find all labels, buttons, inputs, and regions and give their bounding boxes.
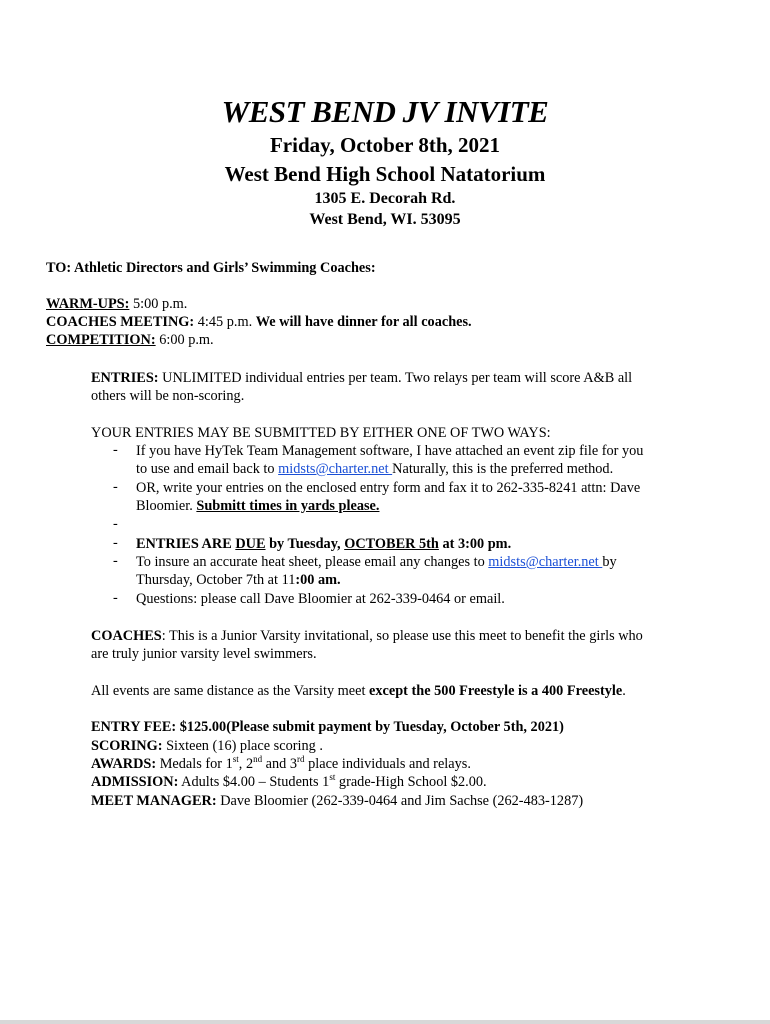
bullet-hytek-text: to use and email back to	[136, 461, 279, 477]
competition-time: 6:00 p.m.	[155, 332, 214, 348]
bullet-questions: Questions: please call Dave Bloomier at 262-339-0464 or email.	[136, 591, 505, 607]
bullet-fax-line-1: OR, write your entries on the enclosed entry form and fax it to 262-335-8241 attn: Dave	[136, 480, 641, 496]
heat-sheet-by: by	[602, 554, 617, 570]
entries-text: UNLIMITED individual entries per team. Two relays per team will score A&B all	[158, 370, 633, 386]
awards-text: , 2	[238, 756, 254, 772]
ordinal: nd	[253, 754, 263, 765]
submit-heading: YOUR ENTRIES MAY BE SUBMITTED BY EITHER ONE OF TWO WAYS:	[91, 425, 551, 441]
bullet-hytek-line-1: If you have HyTek Team Management software, I have attached an event zip file for you	[136, 443, 644, 459]
coaches-meeting-line	[46, 313, 472, 331]
coaches-note-line-1	[91, 627, 643, 645]
entry-fee-line: ENTRY FEE: $125.00(Please submit payment by Tuesday, October 5th, 2021)	[91, 719, 564, 735]
scoring-label: SCORING:	[91, 738, 163, 754]
awards-text: and 3	[262, 756, 298, 772]
admission-line	[91, 773, 487, 791]
entries-label: ENTRIES:	[91, 370, 159, 386]
events-text: All events are same distance as the Varsity meet	[91, 683, 370, 699]
email-link[interactable]: midsts@charter.net	[278, 461, 393, 477]
address-street: 1305 E. Decorah Rd.	[314, 190, 456, 207]
due-word: DUE	[235, 536, 266, 552]
address-city: West Bend, WI. 53095	[309, 211, 461, 228]
meet-manager-line	[91, 792, 583, 810]
coaches-meeting-label: COACHES MEETING:	[46, 314, 195, 330]
heat-sheet-date: Thursday, October 7th at 11	[136, 572, 296, 588]
coaches-meeting-time: 4:45 p.m.	[194, 314, 256, 330]
preferred-method-text: Naturally, this is the preferred method.	[392, 461, 614, 477]
bullet-hytek-line-2	[136, 460, 613, 478]
entries-line-2: others will be non-scoring.	[91, 388, 245, 404]
bullet-dash: -	[113, 479, 118, 495]
events-line	[91, 682, 626, 700]
event-date: Friday, October 8th, 2021	[269, 133, 500, 157]
bullet-heat-sheet-line-1	[136, 553, 617, 571]
awards-text: Medals for 1	[156, 756, 233, 772]
dinner-note: We will have dinner for all coaches.	[255, 314, 472, 330]
events-exception: except the 500 Freestyle is a 400 Freestyle	[369, 683, 623, 699]
to-line: TO: Athletic Directors and Girls’ Swimming Coaches:	[46, 260, 376, 276]
bullet-fax-text: Bloomier.	[136, 498, 197, 514]
admission-text: Adults $4.00 – Students 1	[178, 774, 330, 790]
warmups-time: 5:00 p.m.	[129, 296, 188, 312]
warmups-label: WARM-UPS:	[46, 296, 130, 312]
page-bottom-divider	[0, 1020, 770, 1024]
bullet-fax-line-2	[136, 497, 379, 515]
bullet-due-date	[136, 535, 511, 553]
ordinal: st	[329, 772, 336, 783]
heat-sheet-time: :00 am.	[295, 572, 341, 588]
coaches-note-text: : This is a Junior Varsity invitational, so please use this meet to benefit the girls who	[161, 628, 643, 644]
competition-label: COMPETITION:	[46, 332, 156, 348]
scoring-value: Sixteen (16) place scoring .	[162, 738, 323, 754]
bullet-dash: -	[113, 516, 118, 532]
awards-line	[91, 755, 471, 773]
due-date: OCTOBER 5th	[344, 536, 439, 552]
page-title: WEST BEND JV INVITE	[221, 94, 549, 129]
due-text-b: by Tuesday,	[265, 536, 345, 552]
bullet-dash: -	[113, 442, 118, 458]
email-link[interactable]: midsts@charter.net	[488, 554, 603, 570]
admission-label: ADMISSION:	[91, 774, 179, 790]
ordinal: st	[232, 754, 239, 765]
meet-manager-value: Dave Bloomier (262-339-0464 and Jim Sachse (262-483-1287)	[216, 793, 584, 809]
events-end: .	[622, 683, 626, 699]
admission-text: grade-High School $2.00.	[335, 774, 487, 790]
ordinal: rd	[297, 754, 305, 765]
venue-name: West Bend High School Natatorium	[224, 162, 546, 186]
competition-line	[46, 331, 214, 349]
warmups-line	[46, 295, 187, 313]
awards-text: place individuals and relays.	[304, 756, 471, 772]
yards-note: Submitt times in yards please.	[196, 498, 380, 514]
due-text-c: at 3:00 pm.	[438, 536, 512, 552]
awards-label: AWARDS:	[91, 756, 157, 772]
meet-manager-label: MEET MANAGER:	[91, 793, 217, 809]
coaches-label: COACHES	[91, 628, 162, 644]
scoring-line	[91, 737, 323, 755]
bullet-heat-sheet-line-2	[136, 571, 341, 589]
due-text-a: ENTRIES ARE	[136, 536, 236, 552]
heat-sheet-text: To insure an accurate heat sheet, please email any changes to	[136, 554, 489, 570]
entries-line-1	[91, 369, 632, 387]
bullet-dash: -	[113, 590, 118, 606]
bullet-dash: -	[113, 553, 118, 569]
coaches-note-line-2: are truly junior varsity level swimmers.	[91, 646, 317, 662]
bullet-dash: -	[113, 535, 118, 551]
